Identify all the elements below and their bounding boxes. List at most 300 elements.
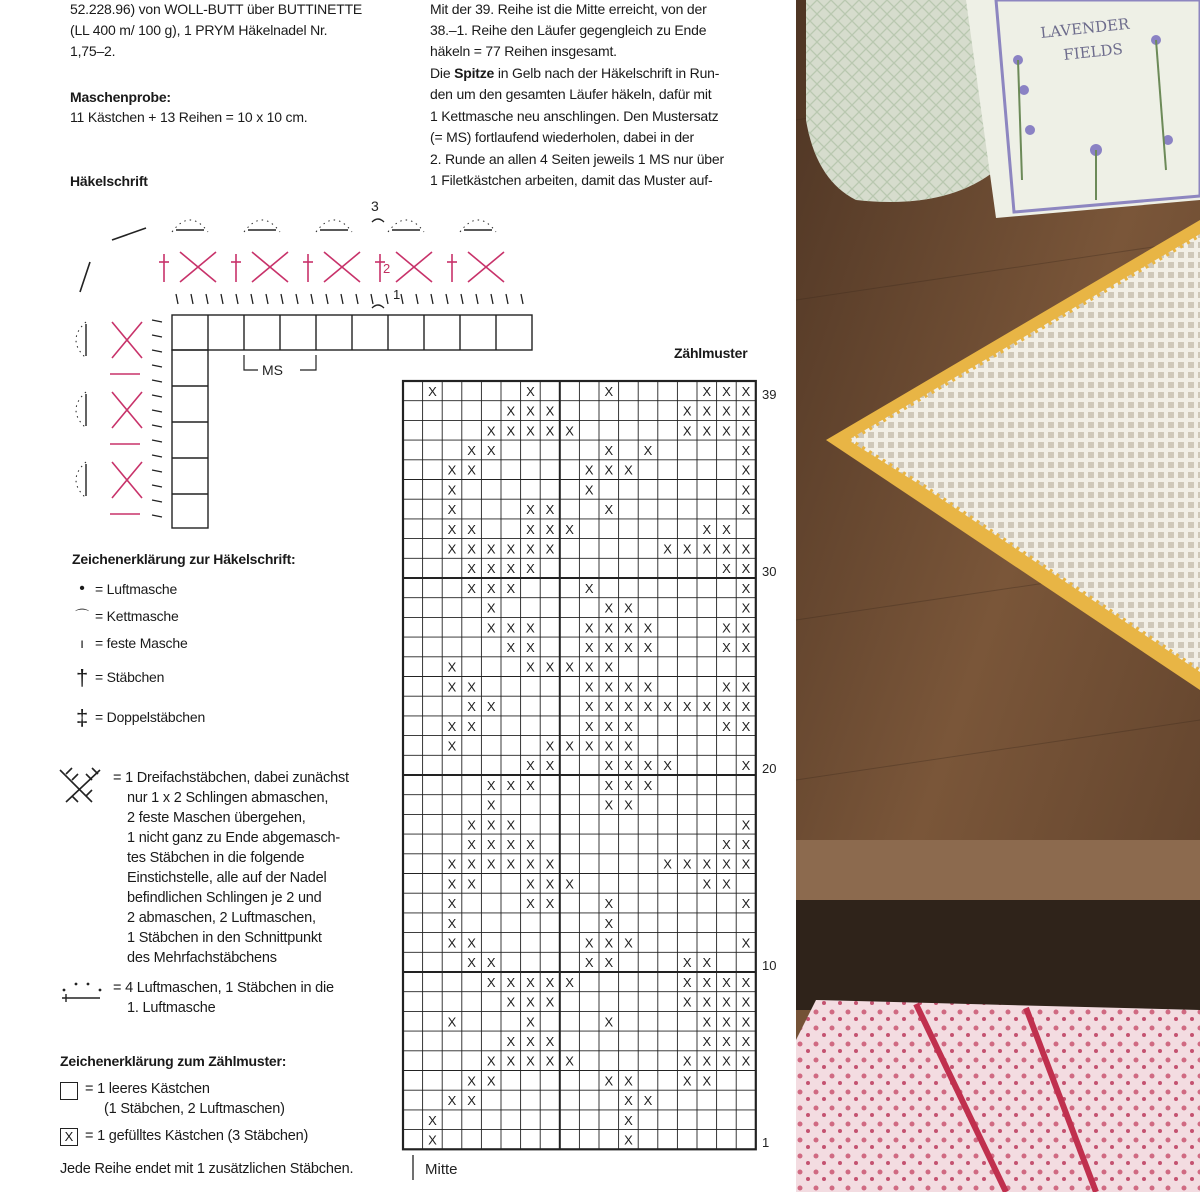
- sign-text-line-2: FIELDS: [1062, 39, 1124, 64]
- filled-cell: X: [545, 521, 555, 537]
- legend-chart-heading: Zeichenerklärung zur Häkelschrift:: [72, 551, 296, 567]
- single-crochet-mark: [401, 294, 403, 304]
- single-crochet-mark: [152, 455, 162, 457]
- filled-cell: X: [722, 679, 731, 695]
- legend-filled-line: = 1 gefülltes Kästchen (3 Stäbchen): [85, 1128, 309, 1144]
- filled-cell: X: [526, 836, 535, 852]
- filled-cell: X: [682, 994, 692, 1010]
- round-label-2: 2: [383, 261, 391, 276]
- filled-cell: X: [643, 1093, 653, 1109]
- filled-cell: X: [682, 403, 692, 419]
- slip-stitch-symbol: ⌒: [75, 608, 89, 624]
- filled-cell: X: [702, 1053, 712, 1069]
- filled-cell: X: [565, 876, 574, 892]
- filled-cell: X: [643, 639, 653, 655]
- filled-cell: X: [526, 561, 535, 577]
- filled-cell: X: [624, 1132, 633, 1148]
- filled-cell: X: [741, 974, 751, 990]
- filled-cell: X: [624, 718, 633, 734]
- filled-cell: X: [624, 699, 633, 715]
- filled-cell: X: [467, 1093, 476, 1109]
- filled-cell: X: [741, 935, 751, 951]
- sign-text-line-1: LAVENDER: [1039, 14, 1131, 42]
- floral-fabric: [796, 1000, 1200, 1192]
- filled-cell: X: [565, 974, 574, 990]
- filled-cell: X: [447, 482, 457, 498]
- filled-cell: X: [722, 1053, 731, 1069]
- instructions-line-4: Die Spitze in Gelb nach der Häkelschrift in Run-: [430, 65, 720, 81]
- single-crochet-mark: [521, 294, 523, 304]
- filled-cell: X: [624, 1073, 633, 1089]
- instructions-line-6: 1 Kettmasche neu anschlingen. Den Mustersatz: [430, 108, 719, 124]
- filled-cell: X: [545, 856, 555, 872]
- single-crochet-mark: [152, 335, 162, 337]
- filled-cell: X: [565, 423, 574, 439]
- instructions-line-3: häkeln = 77 Reihen insgesamt.: [430, 43, 617, 59]
- filled-cell: X: [663, 856, 672, 872]
- filled-cell: X: [722, 1033, 731, 1049]
- filled-cell: X: [545, 876, 555, 892]
- filled-cell: X: [741, 541, 751, 557]
- filled-cell: X: [604, 935, 614, 951]
- filled-cell: X: [526, 1033, 535, 1049]
- corner-stitch-mark: [80, 262, 90, 292]
- filled-cell: X: [702, 699, 712, 715]
- filled-cell: X: [447, 502, 457, 518]
- filled-cell: X: [702, 1033, 712, 1049]
- filled-cell: X: [506, 856, 516, 872]
- filled-cell: X: [467, 699, 476, 715]
- filled-cell: X: [741, 639, 751, 655]
- filled-cell: X: [526, 1053, 535, 1069]
- single-crochet-mark: [152, 395, 162, 397]
- single-crochet-mark: [152, 440, 162, 442]
- filled-cell: X: [545, 423, 555, 439]
- triple-line-3: 2 feste Maschen übergehen,: [127, 810, 306, 826]
- filled-cell: X: [702, 521, 712, 537]
- filled-cell: X: [428, 1132, 437, 1148]
- filled-cell: X: [741, 580, 751, 596]
- single-crochet-mark: [476, 294, 478, 304]
- filled-cell: X: [604, 777, 614, 793]
- filled-cell: X: [604, 600, 614, 616]
- filled-cell: X: [447, 521, 457, 537]
- filled-cell: X: [526, 994, 535, 1010]
- filled-cell: X: [584, 639, 594, 655]
- filled-cell: X: [643, 777, 653, 793]
- filled-cell: X: [526, 777, 535, 793]
- table-edge: [796, 840, 1200, 900]
- filled-cell: X: [722, 383, 731, 399]
- product-photo: [796, 0, 1200, 1192]
- filled-cell: X: [486, 620, 496, 636]
- filled-cell: X: [467, 955, 476, 971]
- double-crochet-symbol: †: [75, 665, 89, 690]
- filled-cell: X: [526, 758, 535, 774]
- filled-cell: X: [624, 758, 633, 774]
- legend-treble-crochet: = Doppelstäbchen: [95, 709, 206, 725]
- picot-icon: [58, 980, 106, 1004]
- filled-cell: X: [722, 541, 731, 557]
- filled-cell: X: [506, 541, 516, 557]
- empty-square-symbol: [60, 1082, 78, 1100]
- picot-mark: [76, 392, 86, 428]
- filled-cell: X: [722, 974, 731, 990]
- filled-cell: X: [447, 896, 457, 912]
- instructions-spitze: Spitze: [454, 65, 495, 81]
- picot-line-1: = 4 Luftmaschen, 1 Stäbchen in die: [113, 980, 334, 996]
- filled-cell: X: [565, 521, 574, 537]
- filled-cell: X: [741, 561, 751, 577]
- single-crochet-mark: [341, 294, 343, 304]
- filled-cell: X: [486, 797, 496, 813]
- filled-cell: X: [624, 462, 633, 478]
- single-crochet-mark: [371, 294, 373, 304]
- filled-cell: X: [682, 1053, 692, 1069]
- filled-cell: X: [624, 679, 633, 695]
- filled-cell: X: [545, 758, 555, 774]
- legend-empty-line-1: = 1 leeres Kästchen: [85, 1081, 210, 1097]
- filled-cell: X: [741, 718, 751, 734]
- materials-line-3: 1,75–2.: [70, 43, 116, 59]
- filled-cell: X: [604, 442, 614, 458]
- filled-cell: X: [722, 561, 731, 577]
- filled-cell: X: [643, 758, 653, 774]
- instructions-line-2: 38.–1. Reihe den Läufer gegengleich zu Ende: [430, 22, 707, 38]
- filled-cell: X: [506, 580, 516, 596]
- filled-cell: X: [702, 423, 712, 439]
- materials-line-1: 52.228.96) von WOLL-BUTT über BUTTINETTE: [70, 1, 363, 17]
- picot-mark: [76, 322, 86, 358]
- filled-cell: X: [741, 403, 751, 419]
- filled-cell: X: [545, 1033, 555, 1049]
- filled-cell: X: [467, 580, 476, 596]
- chain-stitch-symbol: •: [79, 580, 85, 597]
- triple-line-2: nur 1 x 2 Schlingen abmaschen,: [127, 790, 329, 806]
- filled-cell: X: [526, 856, 535, 872]
- filled-cell: X: [722, 1014, 731, 1030]
- filled-cell: X: [545, 659, 555, 675]
- filled-cell: X: [682, 856, 692, 872]
- single-crochet-mark: [152, 410, 162, 412]
- filled-cell: X: [624, 738, 633, 754]
- filled-cell: X: [584, 659, 594, 675]
- corner-stitch-mark: [112, 228, 146, 240]
- filled-cell: X: [486, 423, 496, 439]
- filled-cell: X: [545, 1053, 555, 1069]
- filled-cell: X: [447, 679, 457, 695]
- filled-cell: X: [467, 856, 476, 872]
- filled-cell: X: [486, 580, 496, 596]
- single-crochet-mark: [152, 380, 162, 382]
- triple-line-9: 1 Stäbchen in den Schnittpunkt: [127, 930, 322, 946]
- single-crochet-mark: [491, 294, 493, 304]
- filled-cell: X: [584, 620, 594, 636]
- filled-cell: X: [741, 679, 751, 695]
- single-crochet-mark: [431, 294, 433, 304]
- filled-cell: X: [741, 1033, 751, 1049]
- filled-cell: X: [722, 994, 731, 1010]
- single-crochet-mark: [152, 485, 162, 487]
- filled-cell: X: [486, 1053, 496, 1069]
- filled-cell: X: [624, 797, 633, 813]
- filled-cell: X: [702, 876, 712, 892]
- filled-cell: X: [545, 541, 555, 557]
- filled-cell: X: [604, 462, 614, 478]
- filled-cell: X: [604, 383, 614, 399]
- filled-cell: X: [486, 955, 496, 971]
- filled-cell: X: [467, 876, 476, 892]
- filled-cell: X: [526, 383, 535, 399]
- filled-cell: X: [741, 462, 751, 478]
- filled-cell: X: [545, 738, 555, 754]
- filled-cell: X: [486, 699, 496, 715]
- triple-line-7: befindlichen Schlingen je 2 und: [127, 890, 322, 906]
- row-label-30: 30: [762, 564, 777, 579]
- filled-cell: X: [584, 935, 594, 951]
- filled-cell: X: [467, 462, 476, 478]
- filled-cell: X: [467, 817, 476, 833]
- crochet-chart-heading: Häkelschrift: [70, 173, 148, 189]
- single-crochet-mark: [266, 294, 268, 304]
- instructions-line-8: 2. Runde an allen 4 Seiten jeweils 1 MS nur über: [430, 151, 724, 167]
- legend-count-heading: Zeichenerklärung zum Zählmuster:: [60, 1053, 287, 1069]
- filled-cell: X: [526, 620, 535, 636]
- filled-cell: X: [624, 1112, 633, 1128]
- filled-cell: X: [486, 1073, 496, 1089]
- triple-line-10: des Mehrfachstäbchens: [127, 950, 277, 966]
- filled-cell: X: [545, 403, 555, 419]
- filled-cell: X: [722, 836, 731, 852]
- single-crochet-mark: [221, 294, 223, 304]
- filled-cell: X: [604, 955, 614, 971]
- picot-line-2: 1. Luftmasche: [127, 1000, 216, 1016]
- gauge-heading: Maschenprobe:: [70, 89, 171, 105]
- filled-cell: X: [526, 876, 535, 892]
- filled-cell: X: [526, 974, 535, 990]
- filled-cell: X: [741, 423, 751, 439]
- filled-cell: X: [506, 1033, 516, 1049]
- filled-cell: X: [741, 383, 751, 399]
- filled-cell: X: [702, 383, 712, 399]
- filled-cell: X: [741, 600, 751, 616]
- filled-cell: X: [624, 639, 633, 655]
- filled-cell: X: [604, 639, 614, 655]
- filled-cell: X: [741, 758, 751, 774]
- round-label-1: 1: [393, 287, 401, 302]
- filled-cell: X: [506, 639, 516, 655]
- legend-footer: Jede Reihe endet mit 1 zusätzlichen Stäbchen.: [60, 1161, 354, 1177]
- filled-cell: X: [702, 403, 712, 419]
- filled-cell: X: [741, 442, 751, 458]
- filled-cell: X: [741, 1014, 751, 1030]
- filled-cell: X: [584, 955, 594, 971]
- single-crochet-mark: [191, 294, 193, 304]
- filled-cell: X: [604, 1014, 614, 1030]
- filled-cell: X: [682, 974, 692, 990]
- round-label-3: 3: [371, 198, 379, 214]
- filled-cell: X: [702, 974, 712, 990]
- triple-stitch-icon: [56, 766, 108, 806]
- filled-cell: X: [447, 718, 457, 734]
- filled-cell: X: [604, 620, 614, 636]
- filled-cell: X: [624, 777, 633, 793]
- instructions-line-5: den um den gesamten Läufer häkeln, dafür mit: [430, 86, 712, 102]
- filled-cell: X: [604, 797, 614, 813]
- single-crochet-mark: [296, 294, 298, 304]
- count-pattern-heading: Zählmuster: [674, 345, 748, 361]
- filled-cell: X: [447, 462, 457, 478]
- filled-cell: X: [604, 502, 614, 518]
- filled-cell: X: [643, 620, 653, 636]
- filled-cell: X: [486, 777, 496, 793]
- filled-cell: X: [604, 758, 614, 774]
- filled-cell: X: [741, 699, 751, 715]
- filled-cell: X: [447, 935, 457, 951]
- filled-cell: X: [506, 777, 516, 793]
- filled-cell: X: [467, 521, 476, 537]
- filled-cell: X: [663, 699, 672, 715]
- filled-cell: X: [604, 659, 614, 675]
- filled-cell: X: [467, 1073, 476, 1089]
- single-crochet-mark: [506, 294, 508, 304]
- materials-line-2: (LL 400 m/ 100 g), 1 PRYM Häkelnadel Nr.: [70, 22, 328, 38]
- legend-single-crochet: = feste Masche: [95, 635, 188, 651]
- filled-cell: X: [722, 699, 731, 715]
- single-crochet-symbol: ı: [80, 635, 84, 651]
- filled-cell: X: [702, 541, 712, 557]
- filled-cell: X: [447, 738, 457, 754]
- legend-double-crochet: = Stäbchen: [95, 669, 165, 685]
- single-crochet-mark: [326, 294, 328, 304]
- filled-cell: X: [486, 836, 496, 852]
- filled-cell: X: [643, 679, 653, 695]
- filled-cell: X: [526, 541, 535, 557]
- filled-cell: X: [643, 442, 653, 458]
- treble-crochet-symbol: ‡: [75, 705, 89, 730]
- filled-cell: X: [506, 561, 516, 577]
- row-label-10: 10: [762, 958, 777, 973]
- filled-cell: X: [702, 1014, 712, 1030]
- filled-cell: X: [486, 442, 496, 458]
- filled-cell: X: [467, 442, 476, 458]
- filled-cell: X: [506, 620, 516, 636]
- filled-cell: X: [565, 659, 574, 675]
- filled-cell: X: [526, 403, 535, 419]
- filled-cell: X: [624, 600, 633, 616]
- filled-cell: X: [506, 974, 516, 990]
- filled-cell: X: [741, 502, 751, 518]
- filled-cell: X: [447, 915, 457, 931]
- filled-cell: X: [584, 738, 594, 754]
- triple-line-1: = 1 Dreifachstäbchen, dabei zunächst: [113, 770, 349, 786]
- filled-cell: X: [722, 876, 731, 892]
- single-crochet-mark: [416, 294, 418, 304]
- filled-square-symbol: X: [60, 1128, 78, 1146]
- single-crochet-mark: [152, 365, 162, 367]
- filled-cell: X: [663, 541, 672, 557]
- single-crochet-mark: [251, 294, 253, 304]
- picot-mark: [76, 462, 86, 498]
- filled-cell: X: [682, 423, 692, 439]
- filled-cell: X: [506, 994, 516, 1010]
- filled-cell: X: [604, 738, 614, 754]
- single-crochet-mark: [356, 294, 358, 304]
- filled-cell: X: [741, 896, 751, 912]
- filled-cell: X: [447, 1014, 457, 1030]
- single-crochet-mark: [206, 294, 208, 304]
- count-pattern-grid: [395, 375, 795, 1190]
- filled-cell: X: [526, 423, 535, 439]
- single-crochet-mark: [152, 470, 162, 472]
- triple-line-8: 2 abmaschen, 2 Luftmaschen,: [127, 910, 316, 926]
- filled-cell: X: [526, 521, 535, 537]
- filled-cell: X: [604, 718, 614, 734]
- filled-cell: X: [682, 541, 692, 557]
- filled-cell: X: [506, 423, 516, 439]
- filled-cell: X: [722, 403, 731, 419]
- filled-cell: X: [741, 817, 751, 833]
- ms-label: MS: [262, 362, 283, 378]
- filled-cell: X: [741, 1053, 751, 1069]
- filled-cell: X: [741, 836, 751, 852]
- filled-cell: X: [702, 1073, 712, 1089]
- single-crochet-mark: [386, 294, 388, 304]
- filled-cell: X: [486, 561, 496, 577]
- filled-cell: X: [447, 856, 457, 872]
- filled-cell: X: [428, 383, 437, 399]
- filled-cell: X: [682, 1073, 692, 1089]
- filled-cell: X: [486, 974, 496, 990]
- filled-cell: X: [545, 974, 555, 990]
- filled-cell: X: [447, 541, 457, 557]
- filled-cell: X: [722, 521, 731, 537]
- filled-cell: X: [565, 738, 574, 754]
- legend-chain-stitch: = Luftmasche: [95, 581, 178, 597]
- filled-cell: X: [722, 620, 731, 636]
- single-crochet-mark: [152, 500, 162, 502]
- filled-cell: X: [526, 639, 535, 655]
- triple-line-5: tes Stäbchen in die folgende: [127, 850, 305, 866]
- single-crochet-mark: [176, 294, 178, 304]
- filled-cell: X: [624, 935, 633, 951]
- filled-cell: X: [545, 896, 555, 912]
- gauge-text: 11 Kästchen + 13 Reihen = 10 x 10 cm.: [70, 109, 308, 125]
- center-label: Mitte: [425, 1161, 458, 1178]
- legend-slip-stitch: = Kettmasche: [95, 608, 179, 624]
- filled-cell: X: [604, 699, 614, 715]
- instructions-line-7: (= MS) fortlaufend wiederholen, dabei in der: [430, 129, 694, 145]
- filled-cell: X: [447, 1093, 457, 1109]
- row-label-1: 1: [762, 1135, 770, 1150]
- filled-cell: X: [624, 620, 633, 636]
- filled-cell: X: [467, 561, 476, 577]
- filled-cell: X: [682, 955, 692, 971]
- filled-cell: X: [663, 758, 672, 774]
- filled-cell: X: [584, 462, 594, 478]
- filled-cell: X: [584, 580, 594, 596]
- filled-cell: X: [702, 856, 712, 872]
- filled-cell: X: [447, 659, 457, 675]
- filled-cell: X: [604, 915, 614, 931]
- filled-cell: X: [604, 896, 614, 912]
- single-crochet-mark: [152, 515, 162, 517]
- instructions-line-1: Mit der 39. Reihe ist die Mitte erreicht, von der: [430, 1, 707, 17]
- filled-cell: X: [545, 994, 555, 1010]
- filled-cell: X: [741, 994, 751, 1010]
- single-crochet-mark: [461, 294, 463, 304]
- filled-cell: X: [722, 423, 731, 439]
